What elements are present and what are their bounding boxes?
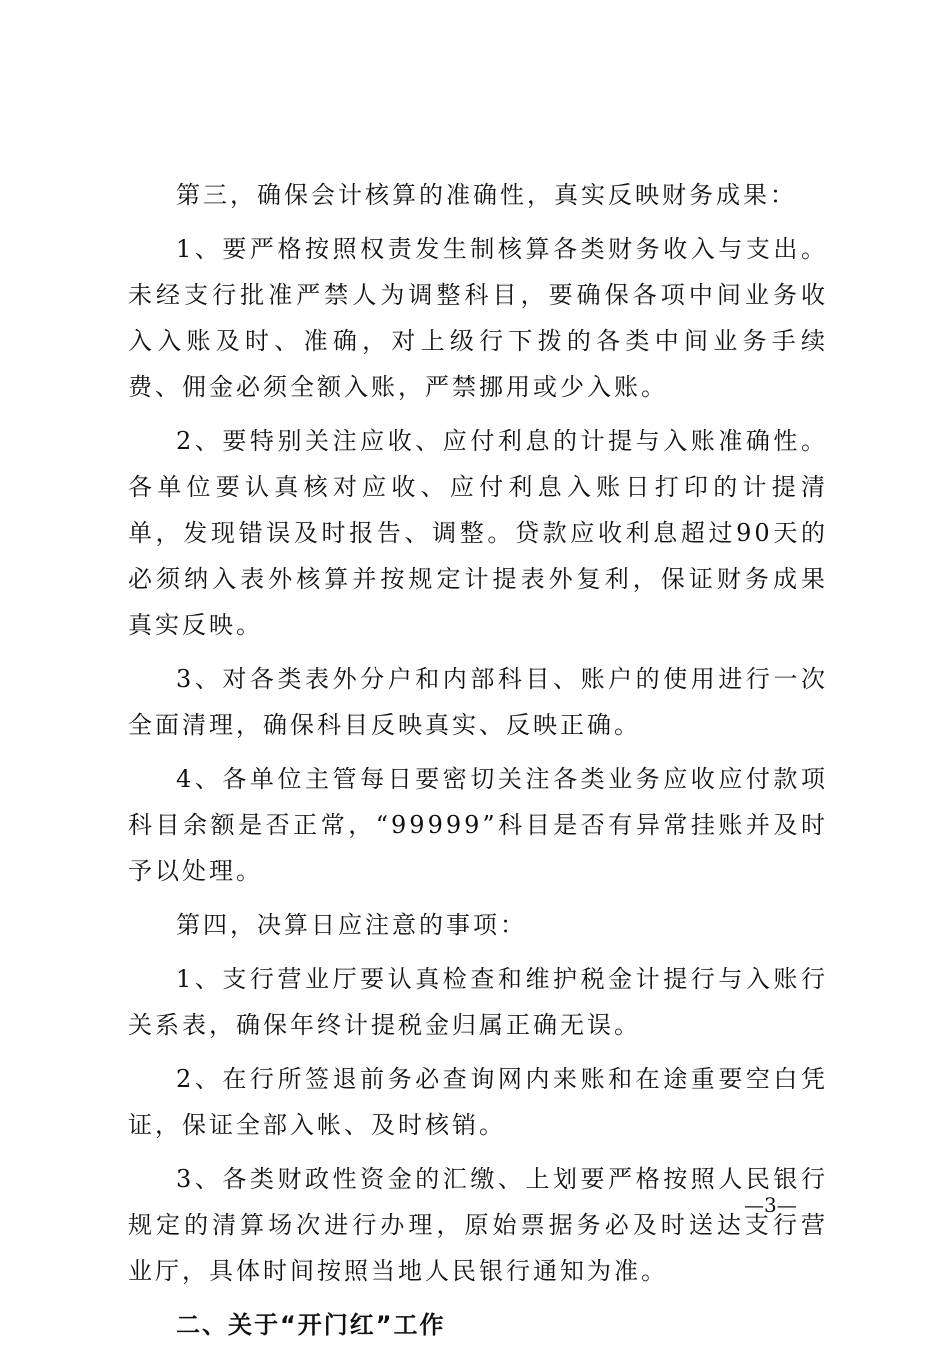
paragraph-section-3-item-1: 1、要严格按照权责发生制核算各类财务收入与支出。未经支行批准严禁人为调整科目，要确保各项中间业务收入入账及时、准确，对上级行下拨的各类中间业务手续费、佣金必须全额入账，严禁挪用或少入账。 [128,235,828,401]
paragraph-section-3-item-3: 3、对各类表外分户和内部科目、账户的使用进行一次全面清理，确保科目反映真实、反映正确。 [128,665,828,739]
section-heading: 二、关于“开门红”工作 [176,1311,446,1339]
page-number: —3— [744,1193,797,1217]
paragraph-section-3-title: 第三，确保会计核算的准确性，真实反映财务成果： [176,181,797,209]
paragraph-section-4-item-1: 1、支行营业厅要认真检查和维护税金计提行与入账行关系表，确保年终计提税金归属正确无误。 [128,965,828,1039]
paragraph-section-4-title: 第四，决算日应注意的事项： [176,911,527,939]
paragraph-section-3-item-4: 4、各单位主管每日要密切关注各类业务应收应付款项科目余额是否正常，“99999”科目是否有异常挂账并及时予以处理。 [128,765,828,885]
paragraph-section-4-item-2: 2、在行所签退前务必查询网内来账和在途重要空白凭证，保证全部入帐、及时核销。 [128,1065,828,1139]
paragraph-section-3-item-2: 2、要特别关注应收、应付利息的计提与入账准确性。各单位要认真核对应收、应付利息入账日打印的计提清单，发现错误及时报告、调整。贷款应收利息超过90天的必须纳入表外核算并按规定计提表外复利，保证财务成果真实反映。 [128,427,828,639]
document-body [128,172,828,1356]
paragraph-section-4-item-3: 3、各类财政性资金的汇缴、上划要严格按照人民银行规定的清算场次进行办理，原始票据务必及时送达支行营业厅，具体时间按照当地人民银行通知为准。 [128,1165,828,1285]
